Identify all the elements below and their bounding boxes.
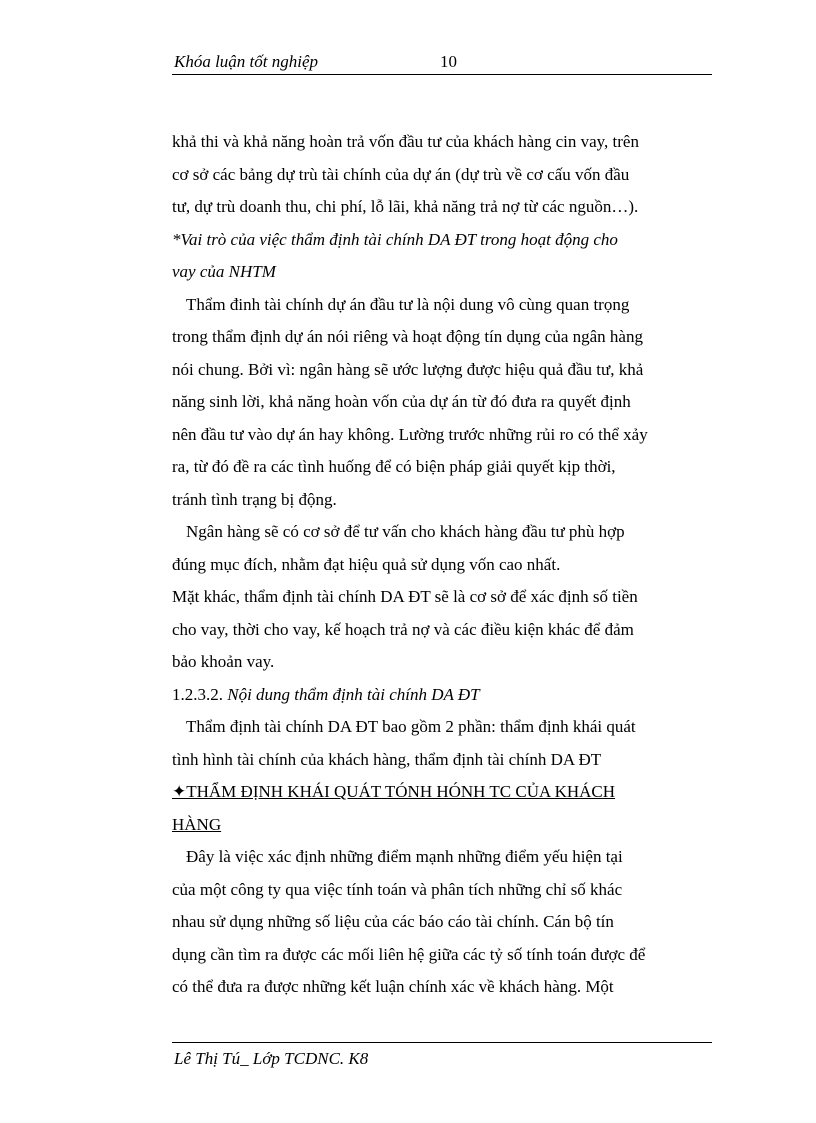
page-footer	[172, 1042, 712, 1069]
subheading-line: *Vai trò của việc thẩm định tài chính DA ĐT trong hoạt động cho	[172, 229, 618, 249]
paragraph-line: nói chung. Bởi vì: ngân hàng sẽ ước lượng được hiệu quả đầu tư, khả	[172, 359, 644, 379]
underlined-heading: ✦THẨM ĐỊNH KHÁI QUÁT TÓNH HÓNH TC CỦA KHÁCH	[172, 782, 616, 801]
paragraph-line: Thẩm đinh tài chính dự án đầu tư là nội dung vô cùng quan trọng	[186, 294, 630, 314]
paragraph-line: của một công ty qua việc tính toán và phân tích những chỉ số khác	[172, 879, 623, 899]
subheading-line: vay của NHTM	[172, 262, 276, 281]
paragraph-line: nhau sử dụng những số liệu của các báo cáo tài chính. Cán bộ tín	[172, 912, 614, 931]
paragraph-line: Mặt khác, thẩm định tài chính DA ĐT sẽ là cơ sở để xác định số tiền	[172, 587, 638, 606]
document-body	[172, 126, 732, 1004]
paragraph-line: Đây là việc xác định những điểm mạnh những điểm yếu hiện tại	[186, 847, 623, 866]
paragraph-line: Ngân hàng sẽ có cơ sở để tư vấn cho khách hàng đầu tư phù hợp	[186, 522, 625, 541]
paragraph-line: Thẩm định tài chính DA ĐT bao gồm 2 phần: thẩm định khái quát	[186, 717, 636, 736]
paragraph-line: tư, dự trù doanh thu, chi phí, lỗ lãi, khả năng trả nợ từ các nguồn…).	[172, 197, 639, 216]
paragraph-line: bảo khoản vay.	[172, 652, 275, 671]
header-title: Khóa luận tốt nghiệp	[174, 52, 319, 71]
paragraph-line: năng sinh lời, khả năng hoàn vốn của dự án từ đó đưa ra quyết định	[172, 392, 631, 411]
footer-text: Lê Thị Tú_ Lớp TCDNC. K8	[174, 1049, 369, 1068]
section-title: Nội dung thẩm định tài chính DA ĐT	[227, 684, 480, 704]
paragraph-line: cơ sở các bảng dự trù tài chính của dự án (dự trù về cơ cấu vốn đầu	[172, 164, 630, 184]
paragraph-line: ra, từ đó đề ra các tình huống để có biện pháp giải quyết kịp thời,	[172, 457, 616, 476]
paragraph-line: nên đầu tư vào dự án hay không. Lường trước những rủi ro có thể xảy	[172, 424, 648, 444]
paragraph-line: tình hình tài chính của khách hàng, thẩm định tài chính DA ĐT	[172, 749, 602, 769]
section-heading	[172, 679, 732, 712]
paragraph-line: đúng mục đích, nhằm đạt hiệu quả sử dụng vốn cao nhất.	[172, 554, 561, 574]
paragraph-line: cho vay, thời cho vay, kế hoạch trả nợ và các điều kiện khác để đảm	[172, 619, 634, 639]
section-number: 1.2.3.2.	[172, 684, 223, 704]
paragraph-line: tránh tình trạng bị động.	[172, 489, 337, 509]
paragraph-line: có thể đưa ra được những kết luận chính xác về khách hàng. Một	[172, 977, 614, 996]
paragraph-line: khả thi và khả năng hoàn trả vốn đầu tư của khách hàng cin vay, trên	[172, 132, 639, 151]
page-header	[172, 52, 712, 75]
underlined-heading: HÀNG	[172, 814, 222, 834]
paragraph-line: dụng cần tìm ra được các mối liên hệ giữa các tỷ số tính toán được để	[172, 944, 646, 964]
page-number: 10	[440, 52, 457, 71]
paragraph-line: trong thẩm định dự án nói riêng và hoạt động tín dụng của ngân hàng	[172, 327, 643, 346]
